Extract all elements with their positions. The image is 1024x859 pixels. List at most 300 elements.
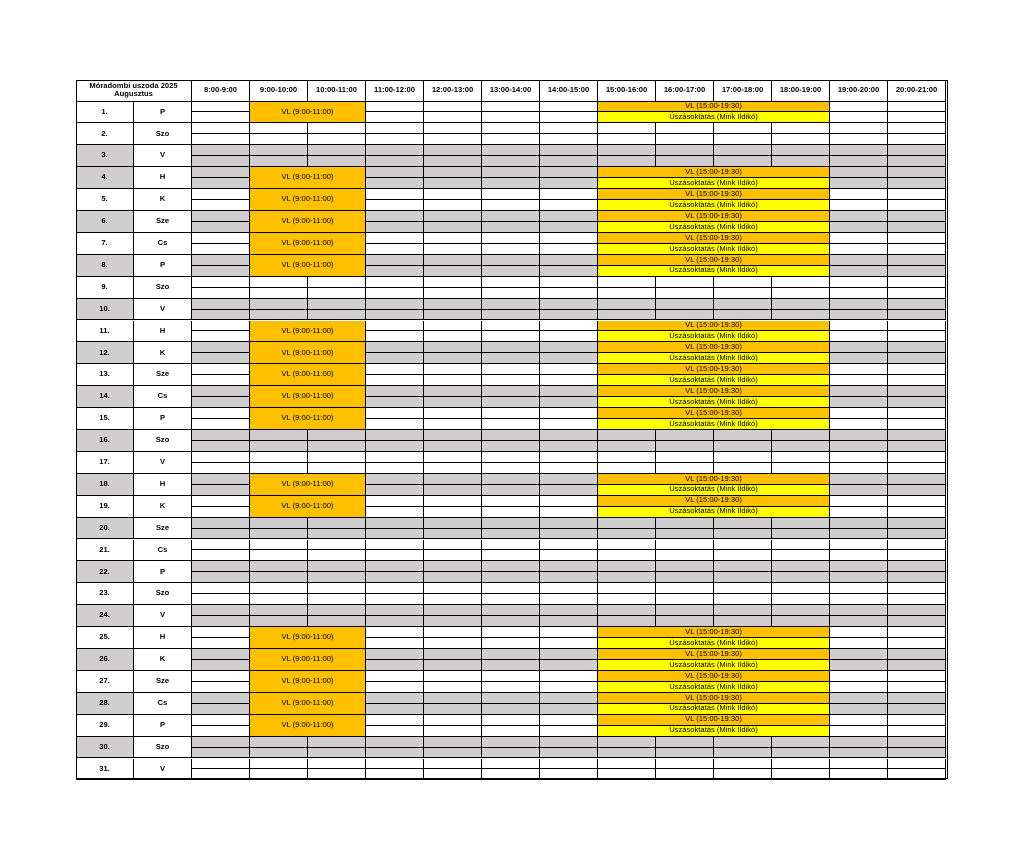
slot-cell[interactable]: [482, 737, 540, 748]
slot-cell[interactable]: [192, 277, 250, 288]
slot-cell[interactable]: [598, 529, 656, 540]
swimming-lesson-block[interactable]: Úszásoktatás (Mink Ildikó): [598, 726, 830, 737]
slot-cell[interactable]: [540, 561, 598, 572]
slot-cell[interactable]: [656, 310, 714, 321]
slot-cell[interactable]: [830, 507, 888, 518]
afternoon-booking-block[interactable]: VL (15:00-19:30): [598, 496, 830, 507]
slot-cell[interactable]: [366, 211, 424, 222]
slot-cell[interactable]: [424, 255, 482, 266]
slot-cell[interactable]: [366, 693, 424, 704]
slot-cell[interactable]: [308, 572, 366, 583]
slot-cell[interactable]: [308, 616, 366, 627]
slot-cell[interactable]: [888, 419, 946, 430]
slot-cell[interactable]: [830, 386, 888, 397]
swimming-lesson-block[interactable]: Úszásoktatás (Mink Ildikó): [598, 222, 830, 233]
slot-cell[interactable]: [192, 167, 250, 178]
slot-cell[interactable]: [424, 769, 482, 780]
slot-cell[interactable]: [656, 561, 714, 572]
slot-cell[interactable]: [540, 649, 598, 660]
slot-cell[interactable]: [366, 277, 424, 288]
slot-cell[interactable]: [192, 561, 250, 572]
slot-cell[interactable]: [830, 452, 888, 463]
slot-cell[interactable]: [424, 518, 482, 529]
slot-cell[interactable]: [540, 112, 598, 123]
slot-cell[interactable]: [366, 321, 424, 332]
slot-cell[interactable]: [482, 660, 540, 671]
slot-cell[interactable]: [366, 649, 424, 660]
swimming-lesson-block[interactable]: Úszásoktatás (Mink Ildikó): [598, 244, 830, 255]
slot-cell[interactable]: [772, 156, 830, 167]
morning-booking-block[interactable]: VL (9:00-11:00): [250, 715, 366, 737]
slot-cell[interactable]: [888, 299, 946, 310]
slot-cell[interactable]: [772, 310, 830, 321]
slot-cell[interactable]: [830, 123, 888, 134]
slot-cell[interactable]: [598, 540, 656, 551]
slot-cell[interactable]: [366, 200, 424, 211]
slot-cell[interactable]: [308, 463, 366, 474]
slot-cell[interactable]: [772, 540, 830, 551]
morning-booking-block[interactable]: VL (9:00-11:00): [250, 627, 366, 649]
slot-cell[interactable]: [308, 540, 366, 551]
morning-booking-block[interactable]: VL (9:00-11:00): [250, 364, 366, 386]
slot-cell[interactable]: [888, 496, 946, 507]
slot-cell[interactable]: [424, 693, 482, 704]
slot-cell[interactable]: [714, 463, 772, 474]
slot-cell[interactable]: [598, 561, 656, 572]
slot-cell[interactable]: [540, 594, 598, 605]
slot-cell[interactable]: [888, 769, 946, 780]
slot-cell[interactable]: [482, 310, 540, 321]
slot-cell[interactable]: [366, 572, 424, 583]
slot-cell[interactable]: [308, 769, 366, 780]
slot-cell[interactable]: [598, 430, 656, 441]
slot-cell[interactable]: [482, 561, 540, 572]
slot-cell[interactable]: [888, 594, 946, 605]
slot-cell[interactable]: [424, 430, 482, 441]
slot-cell[interactable]: [830, 310, 888, 321]
slot-cell[interactable]: [482, 682, 540, 693]
slot-cell[interactable]: [424, 342, 482, 353]
slot-cell[interactable]: [540, 299, 598, 310]
slot-cell[interactable]: [888, 671, 946, 682]
afternoon-booking-block[interactable]: VL (15:00-19:30): [598, 342, 830, 353]
slot-cell[interactable]: [714, 550, 772, 561]
slot-cell[interactable]: [424, 408, 482, 419]
slot-cell[interactable]: [656, 572, 714, 583]
slot-cell[interactable]: [540, 266, 598, 277]
morning-booking-block[interactable]: VL (9:00-11:00): [250, 233, 366, 255]
slot-cell[interactable]: [656, 156, 714, 167]
slot-cell[interactable]: [482, 529, 540, 540]
slot-cell[interactable]: [308, 594, 366, 605]
slot-cell[interactable]: [540, 102, 598, 113]
slot-cell[interactable]: [424, 485, 482, 496]
slot-cell[interactable]: [830, 649, 888, 660]
slot-cell[interactable]: [250, 583, 308, 594]
slot-cell[interactable]: [192, 452, 250, 463]
slot-cell[interactable]: [888, 102, 946, 113]
slot-cell[interactable]: [830, 102, 888, 113]
slot-cell[interactable]: [366, 671, 424, 682]
slot-cell[interactable]: [482, 419, 540, 430]
slot-cell[interactable]: [888, 167, 946, 178]
slot-cell[interactable]: [366, 726, 424, 737]
slot-cell[interactable]: [192, 375, 250, 386]
slot-cell[interactable]: [366, 222, 424, 233]
slot-cell[interactable]: [714, 594, 772, 605]
slot-cell[interactable]: [540, 518, 598, 529]
slot-cell[interactable]: [540, 200, 598, 211]
slot-cell[interactable]: [540, 353, 598, 364]
slot-cell[interactable]: [830, 331, 888, 342]
slot-cell[interactable]: [888, 660, 946, 671]
slot-cell[interactable]: [424, 594, 482, 605]
slot-cell[interactable]: [482, 222, 540, 233]
slot-cell[interactable]: [830, 342, 888, 353]
slot-cell[interactable]: [192, 288, 250, 299]
slot-cell[interactable]: [830, 605, 888, 616]
slot-cell[interactable]: [772, 583, 830, 594]
slot-cell[interactable]: [830, 321, 888, 332]
slot-cell[interactable]: [598, 123, 656, 134]
slot-cell[interactable]: [192, 430, 250, 441]
slot-cell[interactable]: [540, 386, 598, 397]
slot-cell[interactable]: [192, 485, 250, 496]
slot-cell[interactable]: [366, 682, 424, 693]
slot-cell[interactable]: [888, 463, 946, 474]
slot-cell[interactable]: [308, 145, 366, 156]
slot-cell[interactable]: [540, 540, 598, 551]
morning-booking-block[interactable]: VL (9:00-11:00): [250, 189, 366, 211]
slot-cell[interactable]: [540, 244, 598, 255]
slot-cell[interactable]: [424, 222, 482, 233]
slot-cell[interactable]: [540, 715, 598, 726]
slot-cell[interactable]: [888, 342, 946, 353]
slot-cell[interactable]: [366, 660, 424, 671]
slot-cell[interactable]: [424, 178, 482, 189]
slot-cell[interactable]: [424, 660, 482, 671]
slot-cell[interactable]: [888, 408, 946, 419]
slot-cell[interactable]: [482, 386, 540, 397]
slot-cell[interactable]: [772, 605, 830, 616]
slot-cell[interactable]: [888, 244, 946, 255]
slot-cell[interactable]: [656, 748, 714, 759]
slot-cell[interactable]: [482, 178, 540, 189]
slot-cell[interactable]: [424, 540, 482, 551]
slot-cell[interactable]: [714, 583, 772, 594]
slot-cell[interactable]: [482, 321, 540, 332]
slot-cell[interactable]: [424, 550, 482, 561]
slot-cell[interactable]: [482, 134, 540, 145]
slot-cell[interactable]: [192, 474, 250, 485]
slot-cell[interactable]: [540, 682, 598, 693]
slot-cell[interactable]: [250, 145, 308, 156]
swimming-lesson-block[interactable]: Úszásoktatás (Mink Ildikó): [598, 397, 830, 408]
slot-cell[interactable]: [888, 178, 946, 189]
slot-cell[interactable]: [424, 102, 482, 113]
slot-cell[interactable]: [250, 441, 308, 452]
slot-cell[interactable]: [424, 134, 482, 145]
slot-cell[interactable]: [308, 561, 366, 572]
slot-cell[interactable]: [830, 200, 888, 211]
slot-cell[interactable]: [830, 441, 888, 452]
slot-cell[interactable]: [366, 463, 424, 474]
slot-cell[interactable]: [366, 288, 424, 299]
slot-cell[interactable]: [656, 759, 714, 770]
slot-cell[interactable]: [192, 244, 250, 255]
morning-booking-block[interactable]: VL (9:00-11:00): [250, 102, 366, 124]
slot-cell[interactable]: [250, 550, 308, 561]
slot-cell[interactable]: [830, 430, 888, 441]
slot-cell[interactable]: [424, 561, 482, 572]
slot-cell[interactable]: [366, 178, 424, 189]
slot-cell[interactable]: [424, 266, 482, 277]
slot-cell[interactable]: [192, 299, 250, 310]
slot-cell[interactable]: [714, 529, 772, 540]
slot-cell[interactable]: [308, 156, 366, 167]
slot-cell[interactable]: [540, 419, 598, 430]
slot-cell[interactable]: [308, 550, 366, 561]
slot-cell[interactable]: [598, 145, 656, 156]
slot-cell[interactable]: [888, 485, 946, 496]
slot-cell[interactable]: [482, 299, 540, 310]
slot-cell[interactable]: [250, 156, 308, 167]
slot-cell[interactable]: [598, 759, 656, 770]
slot-cell[interactable]: [772, 769, 830, 780]
slot-cell[interactable]: [830, 167, 888, 178]
slot-cell[interactable]: [656, 452, 714, 463]
slot-cell[interactable]: [482, 474, 540, 485]
slot-cell[interactable]: [772, 550, 830, 561]
slot-cell[interactable]: [308, 518, 366, 529]
morning-booking-block[interactable]: VL (9:00-11:00): [250, 693, 366, 715]
swimming-lesson-block[interactable]: Úszásoktatás (Mink Ildikó): [598, 638, 830, 649]
slot-cell[interactable]: [366, 244, 424, 255]
slot-cell[interactable]: [482, 255, 540, 266]
afternoon-booking-block[interactable]: VL (15:00-19:30): [598, 167, 830, 178]
slot-cell[interactable]: [366, 496, 424, 507]
slot-cell[interactable]: [656, 769, 714, 780]
slot-cell[interactable]: [540, 331, 598, 342]
slot-cell[interactable]: [250, 463, 308, 474]
morning-booking-block[interactable]: VL (9:00-11:00): [250, 342, 366, 364]
slot-cell[interactable]: [888, 441, 946, 452]
slot-cell[interactable]: [888, 364, 946, 375]
slot-cell[interactable]: [540, 189, 598, 200]
slot-cell[interactable]: [540, 342, 598, 353]
slot-cell[interactable]: [830, 594, 888, 605]
slot-cell[interactable]: [772, 561, 830, 572]
afternoon-booking-block[interactable]: VL (15:00-19:30): [598, 233, 830, 244]
slot-cell[interactable]: [192, 134, 250, 145]
slot-cell[interactable]: [888, 737, 946, 748]
slot-cell[interactable]: [540, 485, 598, 496]
slot-cell[interactable]: [830, 627, 888, 638]
slot-cell[interactable]: [308, 737, 366, 748]
slot-cell[interactable]: [714, 737, 772, 748]
slot-cell[interactable]: [250, 299, 308, 310]
slot-cell[interactable]: [714, 123, 772, 134]
slot-cell[interactable]: [308, 134, 366, 145]
slot-cell[interactable]: [888, 715, 946, 726]
slot-cell[interactable]: [308, 529, 366, 540]
slot-cell[interactable]: [482, 123, 540, 134]
swimming-lesson-block[interactable]: Úszásoktatás (Mink Ildikó): [598, 704, 830, 715]
slot-cell[interactable]: [192, 463, 250, 474]
slot-cell[interactable]: [250, 759, 308, 770]
slot-cell[interactable]: [192, 540, 250, 551]
slot-cell[interactable]: [830, 540, 888, 551]
slot-cell[interactable]: [192, 255, 250, 266]
slot-cell[interactable]: [192, 605, 250, 616]
slot-cell[interactable]: [482, 638, 540, 649]
slot-cell[interactable]: [424, 145, 482, 156]
slot-cell[interactable]: [888, 112, 946, 123]
slot-cell[interactable]: [482, 769, 540, 780]
slot-cell[interactable]: [366, 627, 424, 638]
slot-cell[interactable]: [830, 485, 888, 496]
afternoon-booking-block[interactable]: VL (15:00-19:30): [598, 715, 830, 726]
slot-cell[interactable]: [830, 572, 888, 583]
slot-cell[interactable]: [366, 397, 424, 408]
slot-cell[interactable]: [424, 759, 482, 770]
slot-cell[interactable]: [540, 233, 598, 244]
slot-cell[interactable]: [366, 474, 424, 485]
slot-cell[interactable]: [888, 397, 946, 408]
slot-cell[interactable]: [888, 704, 946, 715]
slot-cell[interactable]: [772, 134, 830, 145]
slot-cell[interactable]: [424, 419, 482, 430]
slot-cell[interactable]: [482, 266, 540, 277]
slot-cell[interactable]: [830, 748, 888, 759]
slot-cell[interactable]: [482, 627, 540, 638]
slot-cell[interactable]: [540, 583, 598, 594]
slot-cell[interactable]: [250, 540, 308, 551]
slot-cell[interactable]: [308, 583, 366, 594]
slot-cell[interactable]: [888, 693, 946, 704]
slot-cell[interactable]: [482, 331, 540, 342]
slot-cell[interactable]: [598, 441, 656, 452]
slot-cell[interactable]: [830, 178, 888, 189]
slot-cell[interactable]: [424, 748, 482, 759]
slot-cell[interactable]: [366, 233, 424, 244]
afternoon-booking-block[interactable]: VL (15:00-19:30): [598, 649, 830, 660]
slot-cell[interactable]: [830, 726, 888, 737]
afternoon-booking-block[interactable]: VL (15:00-19:30): [598, 364, 830, 375]
slot-cell[interactable]: [540, 726, 598, 737]
morning-booking-block[interactable]: VL (9:00-11:00): [250, 408, 366, 430]
slot-cell[interactable]: [540, 660, 598, 671]
slot-cell[interactable]: [424, 375, 482, 386]
slot-cell[interactable]: [192, 649, 250, 660]
slot-cell[interactable]: [424, 627, 482, 638]
slot-cell[interactable]: [192, 769, 250, 780]
slot-cell[interactable]: [830, 769, 888, 780]
slot-cell[interactable]: [192, 386, 250, 397]
slot-cell[interactable]: [192, 342, 250, 353]
slot-cell[interactable]: [192, 145, 250, 156]
slot-cell[interactable]: [656, 616, 714, 627]
slot-cell[interactable]: [830, 277, 888, 288]
slot-cell[interactable]: [888, 638, 946, 649]
slot-cell[interactable]: [772, 748, 830, 759]
slot-cell[interactable]: [424, 671, 482, 682]
slot-cell[interactable]: [192, 704, 250, 715]
slot-cell[interactable]: [308, 123, 366, 134]
slot-cell[interactable]: [888, 759, 946, 770]
slot-cell[interactable]: [888, 145, 946, 156]
slot-cell[interactable]: [830, 671, 888, 682]
slot-cell[interactable]: [714, 452, 772, 463]
slot-cell[interactable]: [540, 375, 598, 386]
slot-cell[interactable]: [830, 266, 888, 277]
slot-cell[interactable]: [308, 277, 366, 288]
slot-cell[interactable]: [250, 123, 308, 134]
slot-cell[interactable]: [192, 211, 250, 222]
slot-cell[interactable]: [772, 452, 830, 463]
slot-cell[interactable]: [540, 638, 598, 649]
slot-cell[interactable]: [366, 583, 424, 594]
slot-cell[interactable]: [192, 572, 250, 583]
slot-cell[interactable]: [888, 255, 946, 266]
slot-cell[interactable]: [888, 211, 946, 222]
slot-cell[interactable]: [830, 518, 888, 529]
slot-cell[interactable]: [714, 134, 772, 145]
slot-cell[interactable]: [830, 759, 888, 770]
slot-cell[interactable]: [656, 441, 714, 452]
slot-cell[interactable]: [888, 123, 946, 134]
slot-cell[interactable]: [598, 463, 656, 474]
slot-cell[interactable]: [482, 704, 540, 715]
swimming-lesson-block[interactable]: Úszásoktatás (Mink Ildikó): [598, 682, 830, 693]
slot-cell[interactable]: [192, 112, 250, 123]
slot-cell[interactable]: [424, 572, 482, 583]
slot-cell[interactable]: [598, 583, 656, 594]
slot-cell[interactable]: [830, 244, 888, 255]
slot-cell[interactable]: [424, 463, 482, 474]
slot-cell[interactable]: [192, 682, 250, 693]
slot-cell[interactable]: [540, 178, 598, 189]
slot-cell[interactable]: [482, 550, 540, 561]
slot-cell[interactable]: [888, 134, 946, 145]
slot-cell[interactable]: [424, 233, 482, 244]
slot-cell[interactable]: [482, 572, 540, 583]
slot-cell[interactable]: [424, 167, 482, 178]
afternoon-booking-block[interactable]: VL (15:00-19:30): [598, 408, 830, 419]
slot-cell[interactable]: [366, 167, 424, 178]
morning-booking-block[interactable]: VL (9:00-11:00): [250, 167, 366, 189]
slot-cell[interactable]: [830, 561, 888, 572]
slot-cell[interactable]: [308, 605, 366, 616]
slot-cell[interactable]: [424, 605, 482, 616]
slot-cell[interactable]: [192, 759, 250, 770]
slot-cell[interactable]: [830, 222, 888, 233]
slot-cell[interactable]: [192, 671, 250, 682]
slot-cell[interactable]: [714, 441, 772, 452]
slot-cell[interactable]: [598, 737, 656, 748]
slot-cell[interactable]: [424, 200, 482, 211]
slot-cell[interactable]: [888, 189, 946, 200]
slot-cell[interactable]: [540, 430, 598, 441]
slot-cell[interactable]: [888, 540, 946, 551]
slot-cell[interactable]: [540, 452, 598, 463]
slot-cell[interactable]: [830, 408, 888, 419]
afternoon-booking-block[interactable]: VL (15:00-19:30): [598, 627, 830, 638]
slot-cell[interactable]: [540, 507, 598, 518]
slot-cell[interactable]: [424, 156, 482, 167]
slot-cell[interactable]: [888, 518, 946, 529]
slot-cell[interactable]: [482, 759, 540, 770]
